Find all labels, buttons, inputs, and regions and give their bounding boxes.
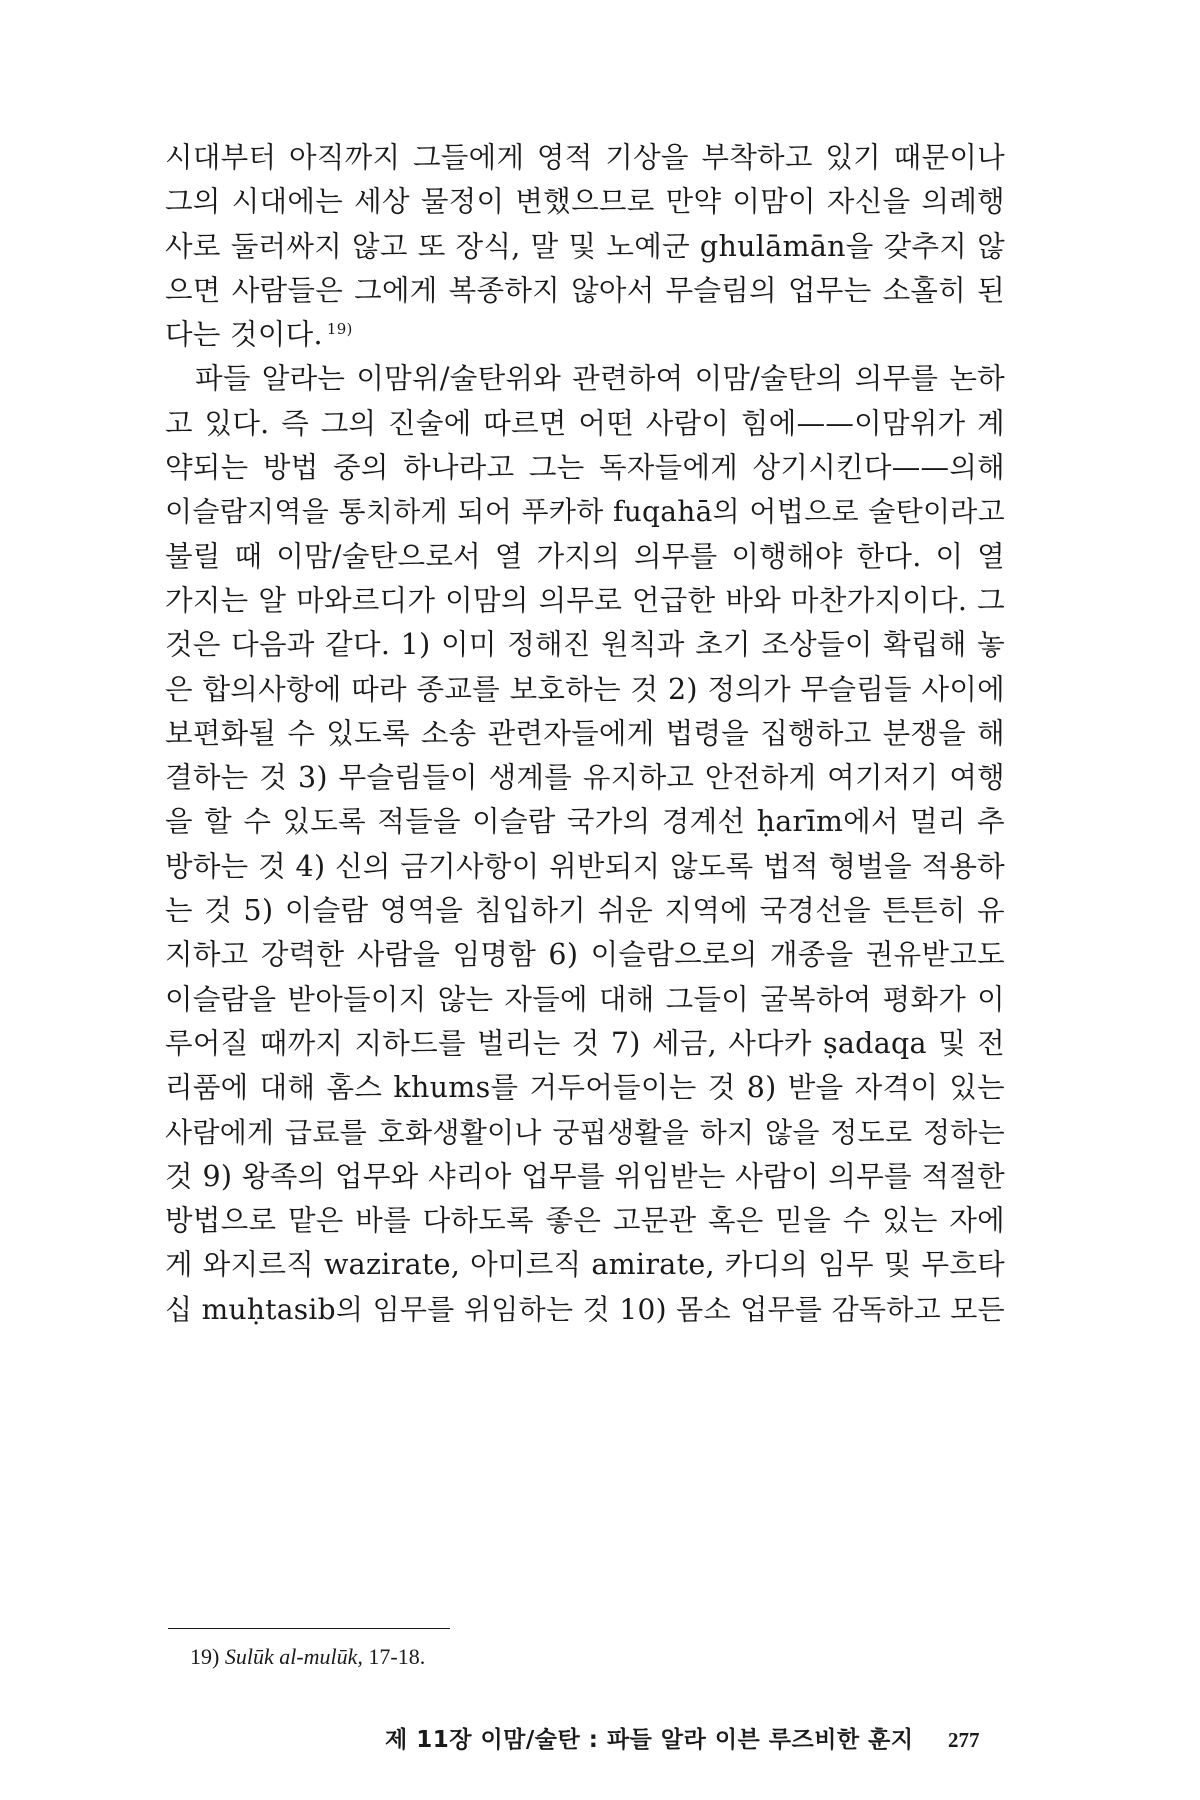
body-line: 것 9) 왕족의 업무와 샤리아 업무를 위임받는 사람이 의무를 적절한 — [165, 1159, 1005, 1193]
footnote-number: 19) — [190, 1644, 220, 1669]
body-line: 파들 알라는 이맘위/술탄위와 관련하여 이맘/술탄의 의무를 논하 — [195, 362, 1005, 396]
body-line: 결하는 것 3) 무슬림들이 생계를 유지하고 안전하게 여기저기 여행 — [165, 761, 1005, 795]
footnote — [190, 1642, 425, 1672]
body-line: 방하는 것 4) 신의 금기사항이 위반되지 않도록 법적 형벌을 적용하 — [165, 849, 1005, 883]
page-number: 277 — [948, 1728, 980, 1752]
footnote-divider — [168, 1628, 450, 1629]
body-line: 은 합의사항에 따라 종교를 보호하는 것 2) 정의가 무슬림들 사이에 — [165, 672, 1005, 706]
body-line: 사람에게 급료를 호화생활이나 궁핍생활을 하지 않을 정도로 정하는 — [165, 1115, 1005, 1149]
body-line: 불릴 때 이맘/술탄으로서 열 가지의 의무를 이행해야 한다. 이 열 — [165, 539, 1005, 573]
body-line: 이슬람지역을 통치하게 되어 푸카하 fuqahā의 어법으로 술탄이라고 — [165, 495, 1005, 529]
body-line: 지하고 강력한 사람을 임명함 6) 이슬람으로의 개종을 권유받고도 — [165, 938, 1005, 972]
running-footer: 제 11장 이맘/술탄 : 파들 알라 이븐 루즈비한 훈지 — [385, 1727, 914, 1753]
body-line: 방법으로 맡은 바를 다하도록 좋은 고문관 혹은 믿을 수 있는 자에 — [165, 1204, 1005, 1238]
body-line: 그의 시대에는 세상 물정이 변했으므로 만약 이맘이 자신을 의례행 — [165, 185, 1005, 219]
body-line: 보편화될 수 있도록 소송 관련자들에게 법령을 집행하고 분쟁을 해 — [165, 716, 1005, 750]
body-line: 약되는 방법 중의 하나라고 그는 독자들에게 상기시킨다——의해 — [165, 451, 1005, 485]
body-line: 는 것 5) 이슬람 영역을 침입하기 쉬운 지역에 국경선을 튼튼히 유 — [165, 894, 1005, 928]
footnote-reference: 19) — [326, 319, 353, 338]
body-line-text: 다는 것이다. — [165, 318, 323, 352]
body-line: 십 muḥtasib의 임무를 위임하는 것 10) 몸소 업무를 감독하고 모든 — [165, 1292, 1005, 1326]
body-line: 것은 다음과 같다. 1) 이미 정해진 원칙과 초기 조상들이 확립해 놓 — [165, 628, 1005, 662]
footnote-pages: 17-18. — [368, 1644, 426, 1669]
body-line: 사로 둘러싸지 않고 또 장식, 말 및 노예군 ghulāmān을 갖추지 않 — [165, 229, 1005, 263]
body-line: 이슬람을 받아들이지 않는 자들에 대해 그들이 굴복하여 평화가 이 — [165, 982, 1005, 1016]
body-line: 시대부터 아직까지 그들에게 영적 기상을 부착하고 있기 때문이나 — [165, 141, 1005, 174]
body-line: 을 할 수 있도록 적들을 이슬람 국가의 경계선 ḥarīm에서 멀리 추 — [165, 805, 1005, 839]
body-line: 으면 사람들은 그에게 복종하지 않아서 무슬림의 업무는 소홀히 된 — [165, 273, 1005, 307]
body-line: 게 와지르직 wazirate, 아미르직 amirate, 카디의 임무 및 무흐타 — [165, 1248, 1005, 1282]
body-line: 리품에 대해 홈스 khums를 거두어들이는 것 8) 받을 자격이 있는 — [165, 1071, 1005, 1105]
body-line: 고 있다. 즉 그의 진술에 따르면 어떤 사람이 힘에——이맘위가 계 — [165, 406, 1005, 440]
body-line — [165, 313, 1005, 357]
body-line: 루어질 때까지 지하드를 벌리는 것 7) 세금, 사다카 ṣadaqa 및 전 — [165, 1026, 1005, 1060]
body-text — [165, 136, 1005, 1332]
body-line: 가지는 알 마와르디가 이맘의 의무로 언급한 바와 마찬가지이다. 그 — [165, 583, 1005, 617]
footnote-title: Sulūk al-mulūk, — [224, 1644, 363, 1669]
